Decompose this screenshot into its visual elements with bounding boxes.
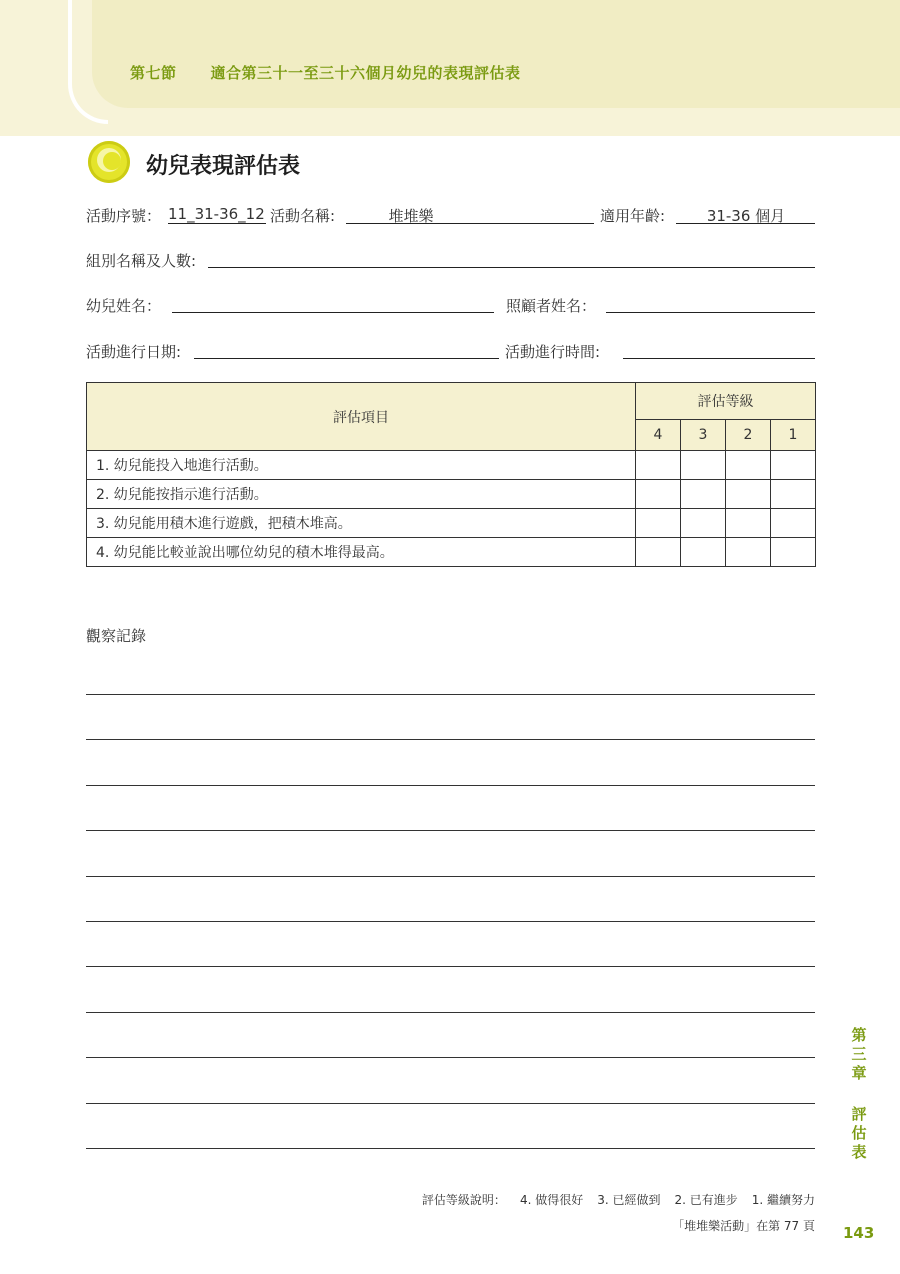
grade-cell[interactable] (726, 538, 771, 567)
side-tab-char: 三 (851, 1045, 867, 1063)
age-line[interactable] (676, 223, 815, 224)
form-title: 幼兒表現評估表 (146, 154, 301, 179)
legend-item: 4. 做得很好 (519, 1193, 584, 1207)
grade-cell[interactable] (636, 509, 681, 538)
grade-cell[interactable] (771, 509, 816, 538)
evaluation-table (86, 382, 816, 567)
grade-cell[interactable] (636, 538, 681, 567)
side-tab-char: 第 (851, 1026, 867, 1044)
carer-name-label: 照顧者姓名： (506, 297, 597, 315)
observation-line[interactable] (86, 830, 815, 831)
age-label: 適用年齡: (600, 207, 666, 225)
grade-cell[interactable] (726, 451, 771, 480)
group-label: 組別名稱及人數: (86, 252, 197, 270)
grade-cell[interactable] (636, 451, 681, 480)
grade-2-header: 2 (726, 420, 771, 451)
grade-cell[interactable] (771, 451, 816, 480)
grade-header: 評估等級 (636, 383, 816, 420)
observation-line[interactable] (86, 1103, 815, 1104)
grade-4-header: 4 (636, 420, 681, 451)
item-text: 2. 幼兒能按指示進行活動。 (87, 480, 636, 509)
time-field[interactable] (623, 358, 815, 359)
grade-cell[interactable] (771, 538, 816, 567)
grade-cell[interactable] (771, 480, 816, 509)
legend-label: 評估等級說明： (421, 1193, 506, 1207)
time-label: 活動進行時間: (505, 343, 601, 361)
observation-line[interactable] (86, 785, 815, 786)
activity-reference: 「堆堆樂活動」在第 77 頁 (672, 1219, 815, 1233)
side-tab-char: 表 (851, 1143, 867, 1161)
grade-cell[interactable] (636, 480, 681, 509)
chapter-side-tab (848, 1026, 870, 1162)
grade-cell[interactable] (681, 451, 726, 480)
side-tab-char: 估 (851, 1124, 867, 1142)
header-panel (92, 0, 900, 108)
observation-line[interactable] (86, 966, 815, 967)
age-value: 31-36 個月 (706, 207, 786, 225)
page-number: 143 (843, 1224, 875, 1242)
date-field[interactable] (194, 358, 499, 359)
activity-no-line (168, 223, 266, 224)
header-curve-decoration (68, 0, 108, 124)
carer-name-field[interactable] (606, 312, 815, 313)
item-text: 1. 幼兒能投入地進行活動。 (87, 451, 636, 480)
section-title: 適合第三十一至三十六個月幼兒的表現評估表 (210, 64, 521, 82)
grade-legend (422, 1191, 815, 1208)
table-row (87, 480, 816, 509)
child-name-label: 幼兒姓名： (86, 297, 162, 315)
date-label: 活動進行日期: (86, 343, 182, 361)
observation-line[interactable] (86, 876, 815, 877)
section-number: 第七節 (130, 64, 177, 82)
legend-item: 1. 繼續努力 (751, 1193, 815, 1207)
grade-1-header: 1 (771, 420, 816, 451)
item-text: 3. 幼兒能用積木進行遊戲，把積木堆高。 (87, 509, 636, 538)
group-field[interactable] (208, 267, 815, 268)
section-header (130, 62, 521, 83)
item-header: 評估項目 (87, 383, 636, 451)
table-row (87, 451, 816, 480)
legend-item: 2. 已有進步 (674, 1193, 738, 1207)
observation-line[interactable] (86, 739, 815, 740)
side-tab-char: 章 (851, 1064, 867, 1082)
grade-cell[interactable] (681, 509, 726, 538)
activity-no-label: 活動序號： (86, 207, 162, 225)
observation-line[interactable] (86, 1148, 815, 1149)
grade-cell[interactable] (681, 538, 726, 567)
grade-cell[interactable] (726, 509, 771, 538)
child-name-field[interactable] (172, 312, 494, 313)
observation-line[interactable] (86, 921, 815, 922)
grade-3-header: 3 (681, 420, 726, 451)
activity-name-line[interactable] (346, 223, 594, 224)
observation-line[interactable] (86, 1057, 815, 1058)
legend-item: 3. 已經做到 (597, 1193, 661, 1207)
table-row (87, 509, 816, 538)
grade-cell[interactable] (726, 480, 771, 509)
activity-name-value: 堆堆樂 (388, 207, 434, 225)
observation-line[interactable] (86, 1012, 815, 1013)
table-row (87, 538, 816, 567)
observation-label: 觀察記錄 (86, 627, 147, 645)
side-tab-char: 評 (851, 1105, 867, 1123)
item-text: 4. 幼兒能比較並說出哪位幼兒的積木堆得最高。 (87, 538, 636, 567)
activity-no-value: 11_31-36_12 (168, 205, 265, 223)
grade-cell[interactable] (681, 480, 726, 509)
activity-name-label: 活動名稱: (270, 207, 336, 225)
circle-bullet-icon (88, 141, 130, 183)
observation-line[interactable] (86, 694, 815, 695)
